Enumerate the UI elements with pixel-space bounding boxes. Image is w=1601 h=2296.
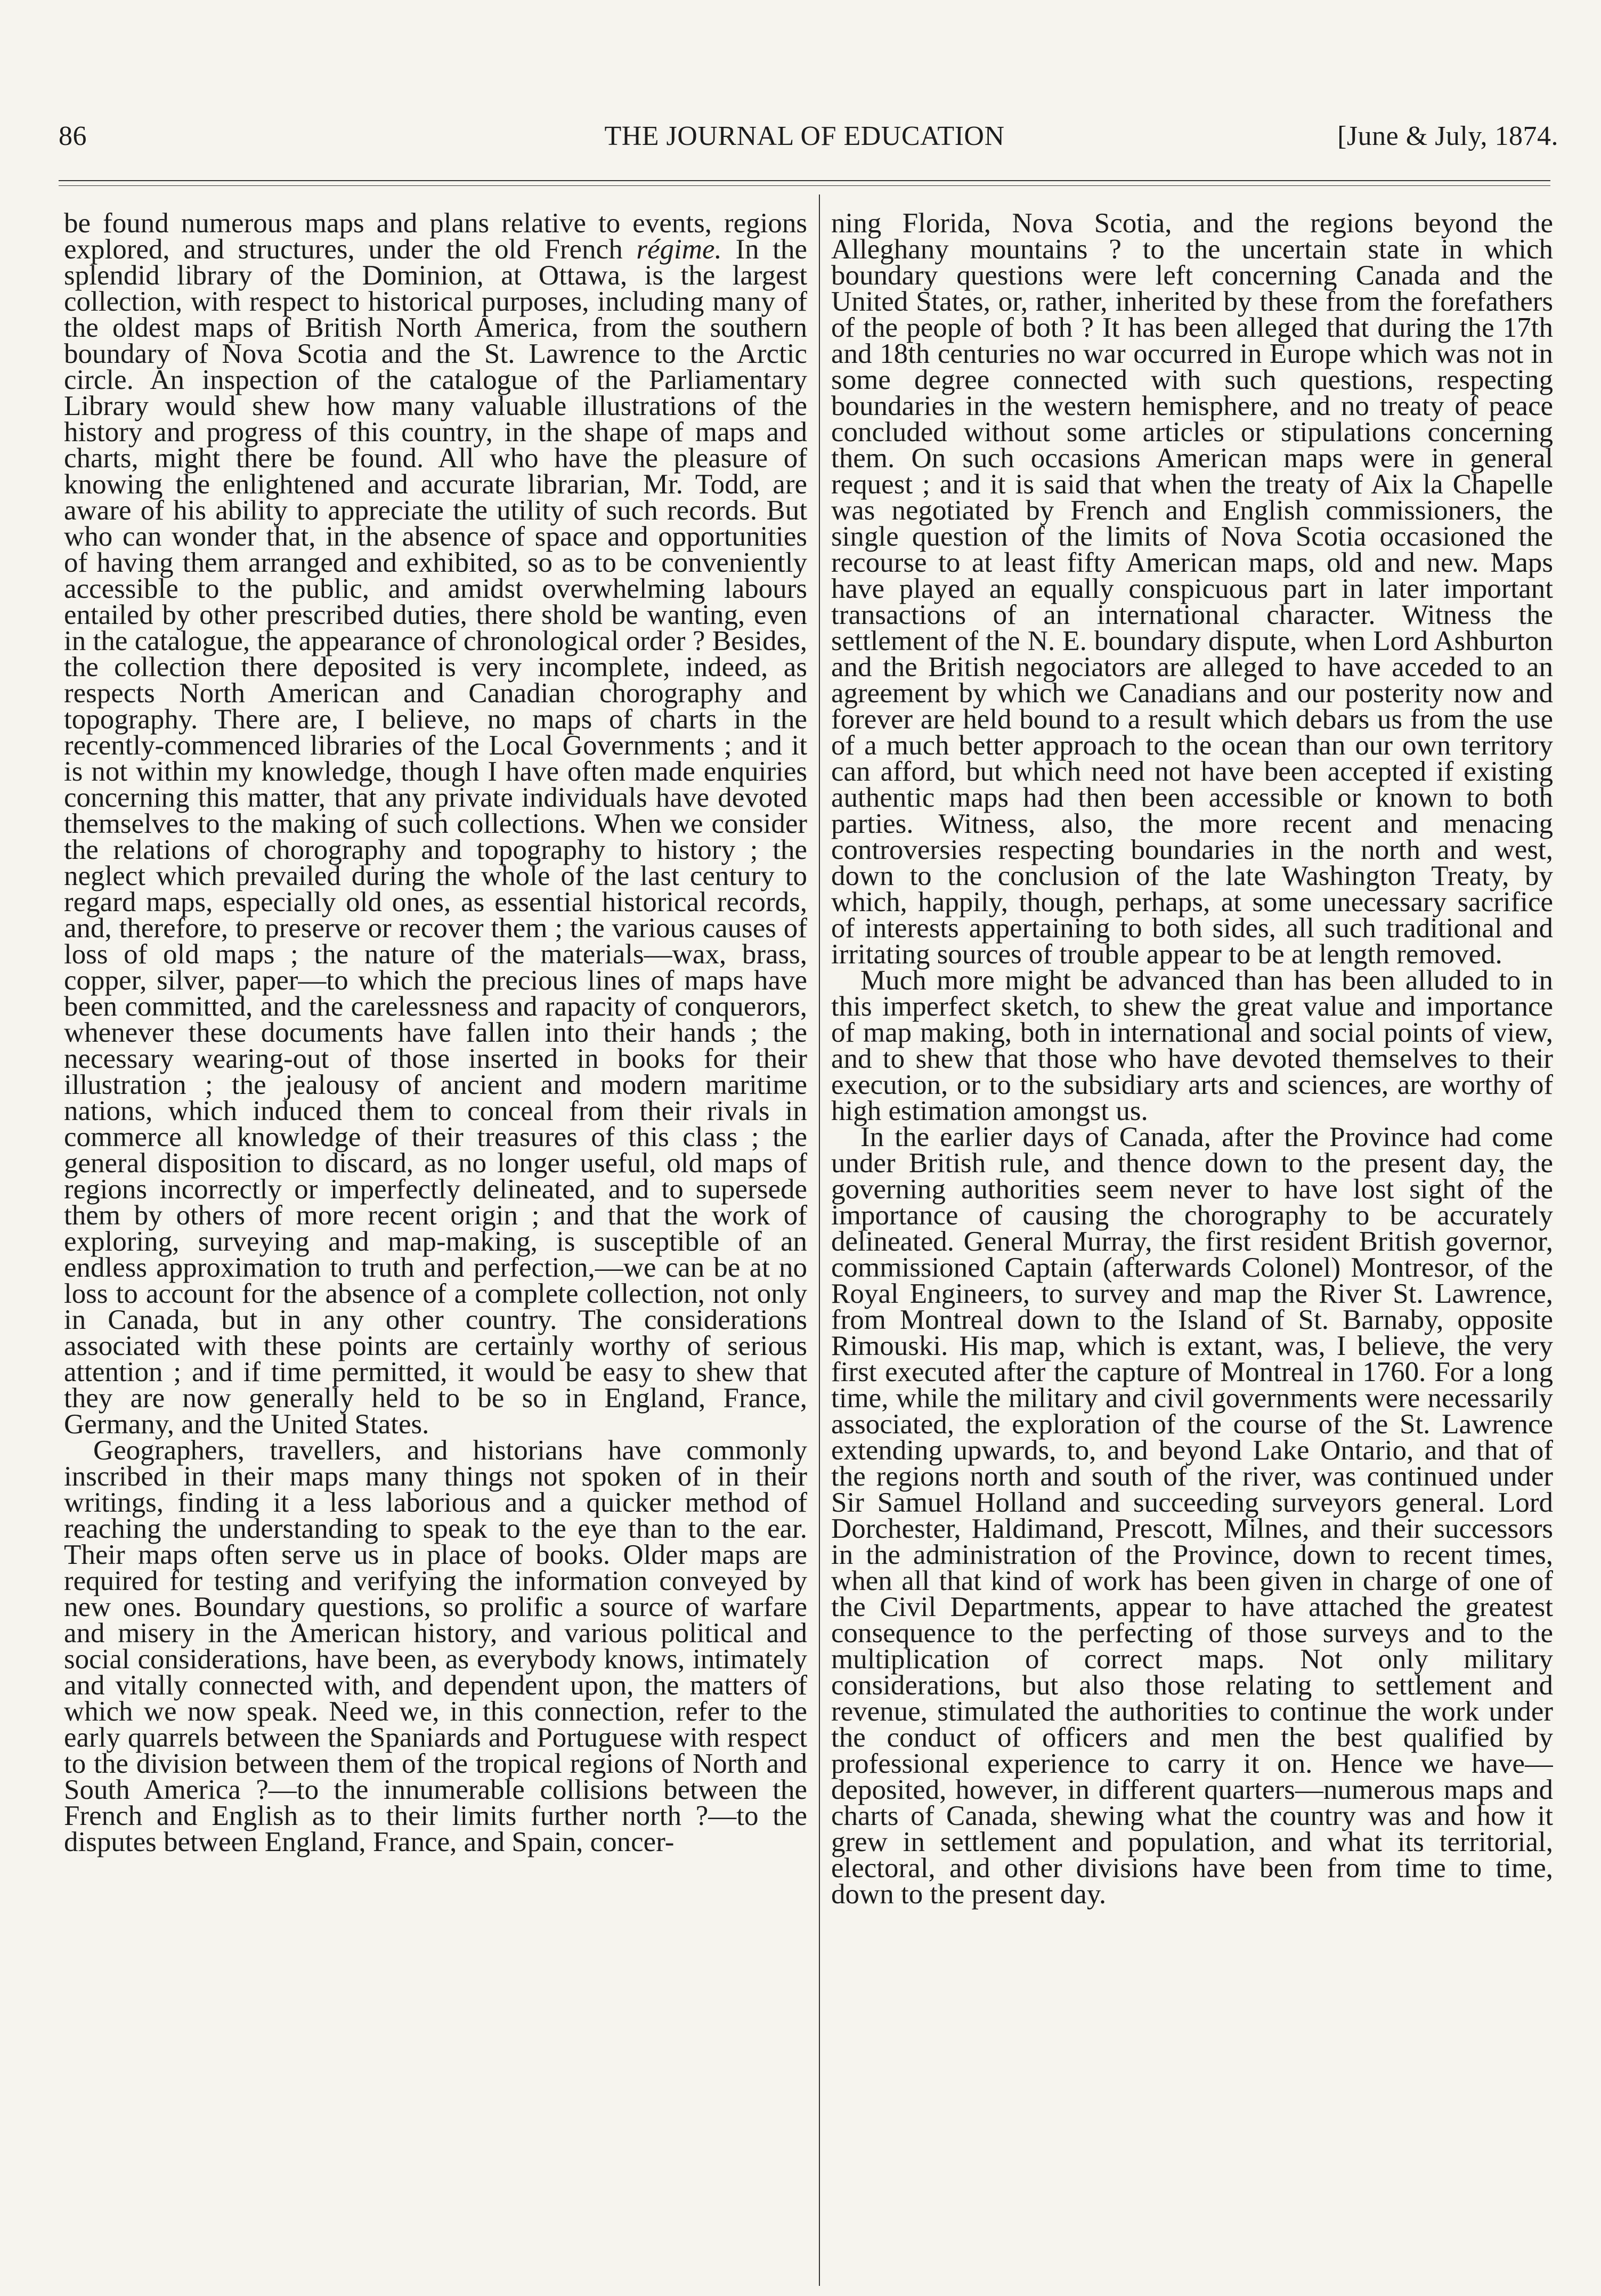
right-paragraph-3: In the earlier days of Canada, after the Province had come under British rule, and thence down to the present day, the governing authorities seem never to have lost sight of the importance of causing the chorography to be accurately delineated. General Murray, the first resident British governor, commissioned Captain (afterwards Colonel) Montresor, of the Royal Engineers, to survey and map the River St. Lawrence, from Montreal down to the Island of St. Barnaby, opposite Rimouski. His map, which is extant, was, I believe, the very first executed after the capture of Montreal in 1760. For a long time, while the military and civil governments were necessarily associated, the exploration of the course of the St. Lawrence extending upwards, to, and beyond Lake Ontario, and that of the regions north and south of the river, was continued under Sir Samuel Holland and succeeding surveyors general. Lord Dorchester, Haldimand, Prescott, Milnes, and their successors in the administration of the Province, down to recent times, when all that kind of work has been given in charge of one of the Civil Departments, appear to have attached the greatest consequence to the perfecting of those surveys and to the multiplication of correct maps. Not only military considerations, but also those relating to settlement and revenue, stimulated the authorities to continue the work under the conduct of officers and men the best qualified by professional experience to carry it on. Hence we have—deposited, however, in different quarters—numerous maps and charts of Canada, shewing what the country was and how it grew in settlement and population, and what its territorial, electoral, and other divisions have been from time to time, down to the present day. [831, 1122, 1553, 1910]
left-paragraph-1 [64, 210, 807, 1438]
page-number: 86 [59, 121, 87, 151]
right-paragraph-1: ning Florida, Nova Scotia, and the regions beyond the Alleghany mountains ? to the uncertain state in which boundary questions were left concerning Canada and the United States, or, rather, inherited by these from the forefathers of the people of both ? It has been alleged that during the 17th and 18th centuries no war occurred in Europe which was not in some degree connected with such questions, respecting boundaries in the western hemisphere, and no treaty of peace concluded without some articles or stipulations concerning them. On such occasions American maps were in general request ; and it is said that when the treaty of Aix la Chapelle was negotiated by French and English commissioners, the single question of the limits of Nova Scotia occasioned the recourse to at least fifty American maps, old and new. Maps have played an equally conspicuous part in later important transactions of an international character. Witness the settlement of the N. E. boundary dispute, when Lord Ashburton and the British negociators are alleged to have acceded to an agreement by which we Canadians and our posterity now and forever are held bound to a result which debars us from the use of a much better approach to the ocean than our own territory can afford, but which need not have been accepted if existing authentic maps had then been accessible or known to both parties. Witness, also, the more recent and menacing controversies respecting boundaries in the north and west, down to the conclusion of the late Washington Treaty, by which, happily, though, perhaps, at some unecessary sacrifice of interests appertaining to both sides, all such traditional and irritating sources of trouble appear to be at length removed. [831, 210, 1553, 970]
page-header [51, 120, 1558, 168]
right-column [831, 210, 1553, 2283]
left-paragraph-1-text-b: In the splendid library of the Dominion, at Ottawa, is the largest collection, with respect to historical purposes, including many of the oldest maps of British North America, from the southern boundary of Nova Scotia and the St. Lawrence to the Arctic circle. An inspection of the catalogue of the Parliamentary Library would shew how many valuable illustrations of the history and progress of this country, in the shape of maps and charts, might there be found. All who have the pleasure of knowing the enlightened and accurate librarian, Mr. Todd, are aware of his ability to appreciate the utility of such records. But who can wonder that, in the absence of space and opportunities of having them arranged and exhibited, so as to be conveniently accessible to the public, and amidst overwhelming labours entailed by other prescribed duties, there shold be wanting, even in the catalogue, the appearance of chronological order ? Besides, the collection there deposited is very incomplete, indeed, as respects North American and Canadian chorography and topography. There are, I believe, no maps of charts in the recently-commenced libraries of the Local Governments ; and it is not within my knowledge, though I have often made enquiries concerning this matter, that any private individuals have devoted themselves to the making of such collections. When we consider the relations of chorography and topography to history ; the neglect which prevailed during the whole of the last century to regard maps, especially old ones, as essential historical records, and, therefore, to preserve or recover them ; the various causes of loss of old maps ; the nature of the materials—wax, brass, copper, silver, paper—to which the precious lines of maps have been committed, and the carelessness and rapacity of conquerors, whenever these documents have fallen into their hands ; the necessary wearing-out of those inserted in books for their illustration ; the jealousy of ancient and modern maritime nations, which induced them to conceal from their rivals in commerce all knowledge of their treasures of this class ; the general disposition to discard, as no longer useful, old maps of regions incorrectly or imperfectly delineated, and to supersede them by others of more recent origin ; and that the work of exploring, surveying and map-making, is susceptible of an endless approximation to truth and perfection,—we can be at no loss to account for the absence of a complete collection, not only in Canada, but in any other country. The considerations associated with these points are certainly worthy of serious attention ; and if time permitted, it would be easy to shew that they are now generally held to be so in England, France, Germany, and the United States. [64, 234, 807, 1440]
journal-title: THE JOURNAL OF EDUCATION [604, 121, 1005, 151]
left-paragraph-1-text-a: be found numerous maps and plans relative to events, regions explored, and structures, under the old French [64, 210, 807, 265]
left-paragraph-2: Geographers, travellers, and historians have commonly inscribed in their maps many things not spoken of in their writings, finding it a less laborious and a quicker method of reaching the understanding to speak to the eye than to the ear. Their maps often serve us in place of books. Older maps are required for testing and verifying the information conveyed by new ones. Boundary questions, so prolific a source of warfare and misery in the American history, and various political and social considerations, have been, as everybody knows, intimately and vitally connected with, and dependent upon, the matters of which we now speak. Need we, in this connection, refer to the early quarrels between the Spaniards and Portuguese with respect to the division between them of the tropical regions of North and South America ?—to the innumerable collisions between the French and English as to their limits further north ?—to the disputes between England, France, and Spain, concer- [64, 1435, 807, 1857]
left-paragraph-1-italic: régime. [636, 234, 722, 265]
left-column [64, 210, 807, 2283]
right-paragraph-2: Much more might be advanced than has been alluded to in this imperfect sketch, to shew the great value and importance of map making, both in international and social points of view, and to shew that those who have devoted themselves to their execution, or to the subsidiary arts and sciences, are worthy of high estimation amongst us. [831, 965, 1553, 1126]
issue-date: [June & July, 1874. [1337, 121, 1558, 151]
header-rule [59, 180, 1550, 181]
header-rule-thin [59, 185, 1550, 186]
column-divider [819, 194, 820, 2286]
